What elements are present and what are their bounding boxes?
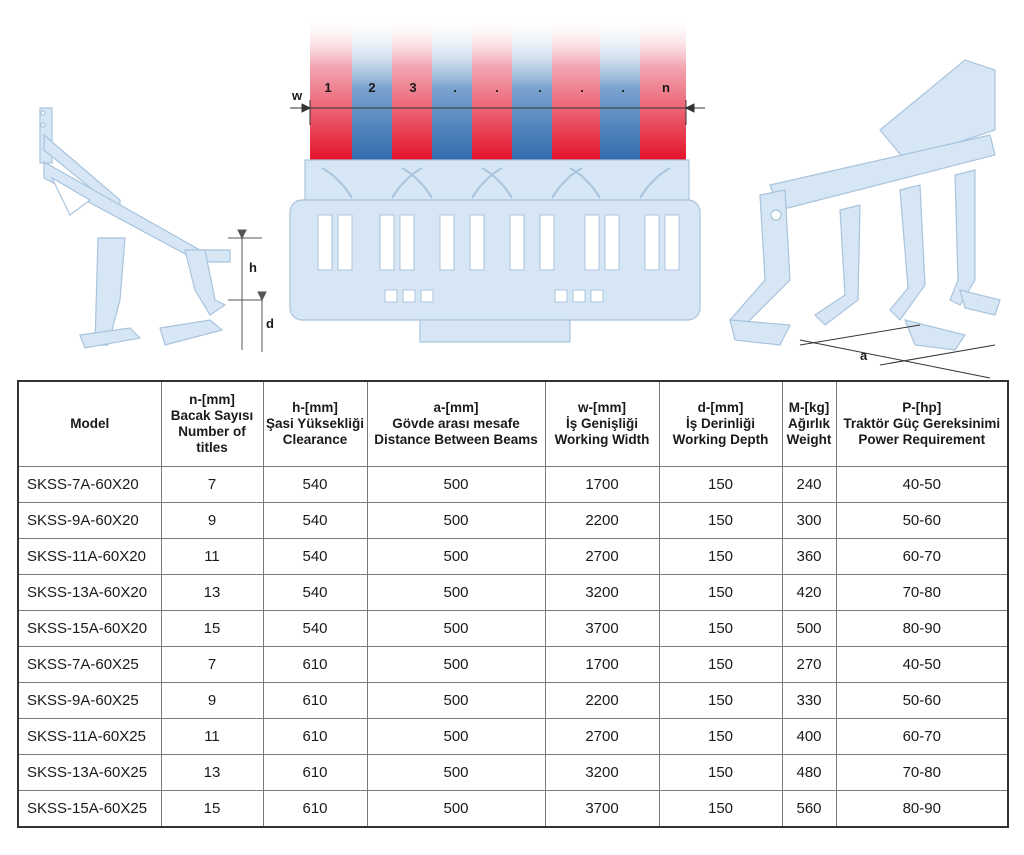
column-label: . xyxy=(453,80,457,95)
table-row xyxy=(18,575,1008,611)
cell-depth: 150 xyxy=(659,467,782,503)
cell-weight: 500 xyxy=(782,611,836,647)
cell-depth: 150 xyxy=(659,719,782,755)
shank-b xyxy=(815,205,860,325)
cell-model: SKSS-11A-60X20 xyxy=(18,539,161,575)
shank-c xyxy=(890,185,925,320)
cell-power: 80-90 xyxy=(836,611,1008,647)
front-view-drawing xyxy=(290,15,700,342)
label-h: h xyxy=(249,260,257,275)
cell-weight: 240 xyxy=(782,467,836,503)
cell-number: 15 xyxy=(161,611,263,647)
cell-distance: 500 xyxy=(367,539,545,575)
header-number-of-titles: n-[mm] Bacak Sayısı Number of titles xyxy=(161,381,263,467)
cell-number: 7 xyxy=(161,647,263,683)
header-weight: M-[kg] Ağırlık Weight xyxy=(782,381,836,467)
cell-weight: 360 xyxy=(782,539,836,575)
cell-distance: 500 xyxy=(367,467,545,503)
cell-power: 50-60 xyxy=(836,683,1008,719)
cell-power: 40-50 xyxy=(836,647,1008,683)
cell-depth: 150 xyxy=(659,791,782,828)
cell-weight: 400 xyxy=(782,719,836,755)
table-header-row xyxy=(18,381,1008,467)
drawings-svg xyxy=(0,0,1024,380)
cell-width: 3200 xyxy=(545,755,659,791)
share-2 xyxy=(160,320,222,345)
cell-power: 70-80 xyxy=(836,575,1008,611)
cell-number: 7 xyxy=(161,467,263,503)
cell-clearance: 610 xyxy=(263,647,367,683)
header-working-depth: d-[mm] İş Derinliği Working Depth xyxy=(659,381,782,467)
cell-width: 3200 xyxy=(545,575,659,611)
table-row xyxy=(18,683,1008,719)
header-working-width: w-[mm] İş Genişliği Working Width xyxy=(545,381,659,467)
cell-clearance: 610 xyxy=(263,755,367,791)
cell-number: 13 xyxy=(161,755,263,791)
shank-a xyxy=(730,190,790,330)
table-row xyxy=(18,755,1008,791)
cell-weight: 300 xyxy=(782,503,836,539)
cell-weight: 480 xyxy=(782,755,836,791)
table-row xyxy=(18,647,1008,683)
technical-drawings xyxy=(0,0,1024,380)
cell-distance: 500 xyxy=(367,719,545,755)
cell-number: 9 xyxy=(161,503,263,539)
cell-width: 2700 xyxy=(545,539,659,575)
cell-width: 3700 xyxy=(545,791,659,828)
cell-width: 1700 xyxy=(545,467,659,503)
table-row xyxy=(18,791,1008,828)
share-d xyxy=(960,290,1000,315)
column-label: 2 xyxy=(368,80,376,95)
table-row xyxy=(18,611,1008,647)
table-row xyxy=(18,467,1008,503)
cell-weight: 270 xyxy=(782,647,836,683)
side-view-drawing xyxy=(40,108,230,348)
cell-power: 60-70 xyxy=(836,539,1008,575)
cell-clearance: 610 xyxy=(263,719,367,755)
share-a xyxy=(730,320,790,345)
label-a: a xyxy=(860,348,868,363)
cell-model: SKSS-9A-60X20 xyxy=(18,503,161,539)
cell-distance: 500 xyxy=(367,755,545,791)
cell-power: 70-80 xyxy=(836,755,1008,791)
cell-weight: 330 xyxy=(782,683,836,719)
cell-distance: 500 xyxy=(367,683,545,719)
cell-depth: 150 xyxy=(659,575,782,611)
cell-depth: 150 xyxy=(659,503,782,539)
column-label: n xyxy=(662,80,670,95)
column-label: . xyxy=(580,80,584,95)
cell-width: 2200 xyxy=(545,683,659,719)
cell-depth: 150 xyxy=(659,755,782,791)
cell-model: SKSS-13A-60X20 xyxy=(18,575,161,611)
cell-width: 1700 xyxy=(545,647,659,683)
cell-model: SKSS-15A-60X20 xyxy=(18,611,161,647)
cell-distance: 500 xyxy=(367,575,545,611)
beam-spacing-dimension xyxy=(800,325,995,378)
cell-model: SKSS-11A-60X25 xyxy=(18,719,161,755)
cell-width: 2200 xyxy=(545,503,659,539)
shank-d xyxy=(950,170,975,305)
cell-clearance: 540 xyxy=(263,539,367,575)
perspective-view-drawing xyxy=(730,60,1000,350)
header-power-requirement: P-[hp] Traktör Güç Gereksinimi Power Requirement xyxy=(836,381,1008,467)
column-label: . xyxy=(495,80,499,95)
table-row xyxy=(18,539,1008,575)
red-band-7 xyxy=(552,15,600,160)
cell-number: 15 xyxy=(161,791,263,828)
specifications-table xyxy=(17,380,1009,828)
cell-depth: 150 xyxy=(659,647,782,683)
cell-clearance: 540 xyxy=(263,467,367,503)
share-1 xyxy=(80,328,140,348)
cell-clearance: 540 xyxy=(263,503,367,539)
cell-distance: 500 xyxy=(367,647,545,683)
cell-power: 80-90 xyxy=(836,791,1008,828)
header-clearance: h-[mm] Şasi Yüksekliği Clearance xyxy=(263,381,367,467)
dimension-marks-left xyxy=(228,230,266,352)
cell-power: 50-60 xyxy=(836,503,1008,539)
header-distance-between-beams: a-[mm] Gövde arası mesafe Distance Between Beams xyxy=(367,381,545,467)
cell-distance: 500 xyxy=(367,791,545,828)
cell-model: SKSS-9A-60X25 xyxy=(18,683,161,719)
cell-number: 11 xyxy=(161,719,263,755)
header-model: Model xyxy=(18,381,161,467)
cell-depth: 150 xyxy=(659,683,782,719)
label-d: d xyxy=(266,316,274,331)
cell-model: SKSS-7A-60X25 xyxy=(18,647,161,683)
label-w: w xyxy=(292,88,303,103)
red-band-5 xyxy=(472,15,512,160)
cell-clearance: 610 xyxy=(263,683,367,719)
cell-number: 11 xyxy=(161,539,263,575)
cell-number: 9 xyxy=(161,683,263,719)
cell-number: 13 xyxy=(161,575,263,611)
cell-depth: 150 xyxy=(659,611,782,647)
column-label: . xyxy=(538,80,542,95)
cell-model: SKSS-7A-60X20 xyxy=(18,467,161,503)
cell-model: SKSS-13A-60X25 xyxy=(18,755,161,791)
cell-distance: 500 xyxy=(367,503,545,539)
cell-power: 60-70 xyxy=(836,719,1008,755)
table-row xyxy=(18,503,1008,539)
cell-distance: 500 xyxy=(367,611,545,647)
cell-weight: 420 xyxy=(782,575,836,611)
column-label: . xyxy=(621,80,625,95)
column-label: 1 xyxy=(324,80,332,95)
cell-model: SKSS-15A-60X25 xyxy=(18,791,161,828)
cell-clearance: 540 xyxy=(263,575,367,611)
share-c xyxy=(905,320,965,350)
table-row xyxy=(18,719,1008,755)
cell-depth: 150 xyxy=(659,539,782,575)
frame-hitch xyxy=(420,320,570,342)
cell-clearance: 610 xyxy=(263,791,367,828)
cell-weight: 560 xyxy=(782,791,836,828)
cell-width: 2700 xyxy=(545,719,659,755)
cell-clearance: 540 xyxy=(263,611,367,647)
column-label: 3 xyxy=(409,80,417,95)
cell-width: 3700 xyxy=(545,611,659,647)
cell-power: 40-50 xyxy=(836,467,1008,503)
